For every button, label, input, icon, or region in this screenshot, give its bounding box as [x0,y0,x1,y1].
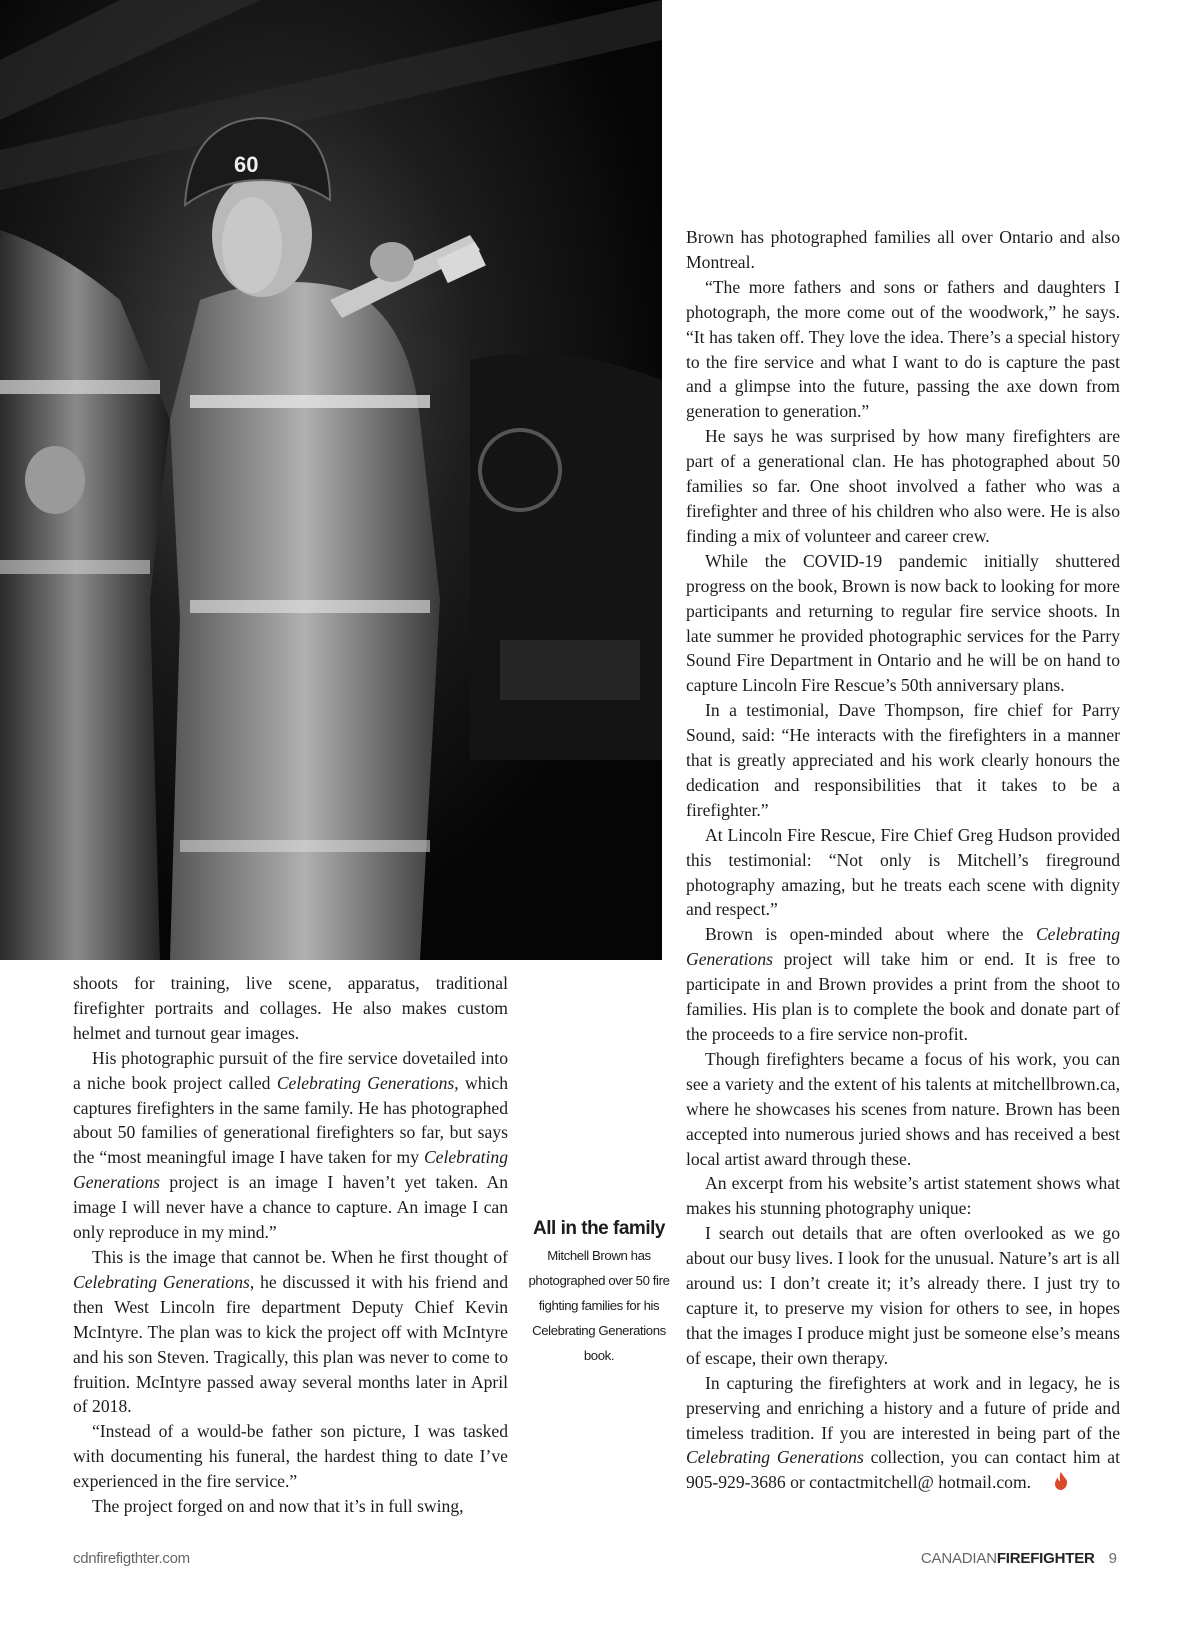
text-run: shoots for training, live scene, apparatus, traditional firefighter portraits and collages. He also makes custom helmet and turnout gear images. [73,973,508,1043]
article-paragraph [686,1047,1120,1172]
text-run: Though firefighters became a focus of his work, you can see a variety and the extent of his talents at mitchellbrown.ca, where he showcases his scenes from nature. Brown has been accepted into numerous juried shows and has received a best local artist award through these. [686,1048,1120,1169]
article-column-left [73,971,508,1519]
article-paragraph [73,1046,508,1245]
article-paragraph [686,424,1120,549]
book-title-italic: Celebrating Generations [686,1447,864,1468]
firefighters-photo-illustration [0,0,662,960]
caption-body: Mitchell Brown has photographed over 50 fire fighting families for his Celebrating Generations book. [528,1248,670,1363]
article-paragraph [686,823,1120,923]
book-title-italic: Celebrating Generations [73,1271,250,1292]
text-run: I search out details that are often overlooked as we go about our busy lives. I look for the unusual. Nature’s art is all around us: I don’t create it; it’s already there. I just try to capture it, to preserve my vision for others to see, in hopes that the images I produce might just be someone else’s means of escape, their own therapy. [686,1223,1120,1368]
text-run: An excerpt from his website’s artist statement shows what makes his stunning photography unique: [686,1173,1120,1219]
book-title-italic: Celebrating Generations [276,1072,455,1093]
text-run: At Lincoln Fire Rescue, Fire Chief Greg Hudson provided this testimonial: “Not only is Mitchell’s fireground photography amazing, but he treats each scene with dignity and respect.” [686,824,1120,920]
text-run: , he discussed it with his friend and then West Lincoln fire department Deputy Chief Kevin McIntyre. The plan was to kick the project off with McIntyre and his son Steven. Tragically, this plan was never to come to fruition. McIntyre passed away several months later in April of 2018. [73,1271,508,1417]
text-run: , which captures firefighters in the same family. He has photographed about 50 families of generational firefighters so far, but says the “most meaningful image I have taken for my [73,1072,508,1168]
article-paragraph [686,698,1120,823]
text-run: While the COVID-19 pandemic initially shuttered progress on the book, Brown is now back to looking for more participants and returning to regular fire service shoots. In late summer he provided photographic services for the Parry Sound Fire Department in Ontario and he will be on hand to capture Lincoln Fire Rescue’s 50th anniversary plans. [686,550,1120,696]
text-run: project will take him or end. It is free to participate in and Brown provides a print from the shoot to families. His plan is to complete the book and donate part of the proceeds to a fire service non-profit. [686,949,1120,1044]
text-run: In a testimonial, Dave Thompson, fire chief for Parry Sound, said: “He interacts with the firefighters in a manner that is greatly appreciated and his work clearly honours the dedication and responsibilities that it takes to be a firefighter.” [686,700,1120,820]
brand-prefix: CANADIAN [920,1550,997,1567]
feature-photo [0,0,662,960]
text-run: His photographic pursuit of the fire service dovetailed into a niche book project called [73,1047,508,1093]
text-run: project is an image I haven’t yet taken. An image I will never have a chance to capture. An image I can only reproduce in my mind.” [73,1172,508,1243]
article-paragraph [686,1371,1120,1498]
caption-title: All in the family [533,1218,665,1239]
text-run: He says he was surprised by how many firefighters are part of a generational clan. He has photographed about 50 families so far. One shoot involved a father who was a firefighter and three of his children who also were. He is also finding a mix of volunteer and career crew. [686,426,1120,546]
article-paragraph [686,225,1120,275]
text-run: This is the image that cannot be. When he first thought of [92,1246,508,1267]
helmet-number: 60 [234,152,259,177]
article-paragraph [73,1419,508,1494]
book-title-italic: Celebrating Generations [73,1147,508,1193]
article-paragraph [73,1245,508,1419]
text-run: Brown has photographed families all over Ontario and also Montreal. [686,227,1120,272]
text-run: “The more fathers and sons or fathers and daughters I photograph, the more come out of the woodwork,” he says. “It has taken off. They love the idea. There’s a special history to the fire service and what I want to do is capture the past and a glimpse into the future, passing the axe down from generation to generation.” [686,276,1120,422]
footer-website: cdnfirefigthter.com [73,1550,190,1567]
flame-end-mark-icon [1035,1472,1068,1497]
photo-caption [527,1216,671,1368]
footer-masthead [921,1550,1117,1567]
text-run: In capturing the firefighters at work and in legacy, he is preserving and enriching a history and a future of pride and timeless tradition. If you are interested in being part of the [686,1372,1120,1443]
article-paragraph [686,549,1120,698]
text-run: collection, you can contact him at 905-929-3686 or contactmitchell@ hotmail.com. [686,1447,1120,1493]
article-paragraph [686,1221,1120,1370]
text-run: Brown is open-minded about where the [705,924,1036,945]
article-paragraph [686,275,1120,424]
article-paragraph [686,1171,1120,1221]
page-number: 9 [1108,1550,1117,1567]
book-title-italic: Celebrating Generations [686,924,1120,970]
text-run: “Instead of a would-be father son picture, I was tasked with documenting his funeral, the hardest thing to date I’ve experienced in the fire service.” [73,1421,508,1492]
article-paragraph [73,1494,508,1519]
text-run: The project forged on and now that it’s in full swing, [92,1496,464,1517]
brand-name: FIREFIGHTER [996,1550,1095,1567]
article-paragraph [686,922,1120,1047]
article-column-right [686,225,1120,1497]
article-paragraph [73,971,508,1046]
